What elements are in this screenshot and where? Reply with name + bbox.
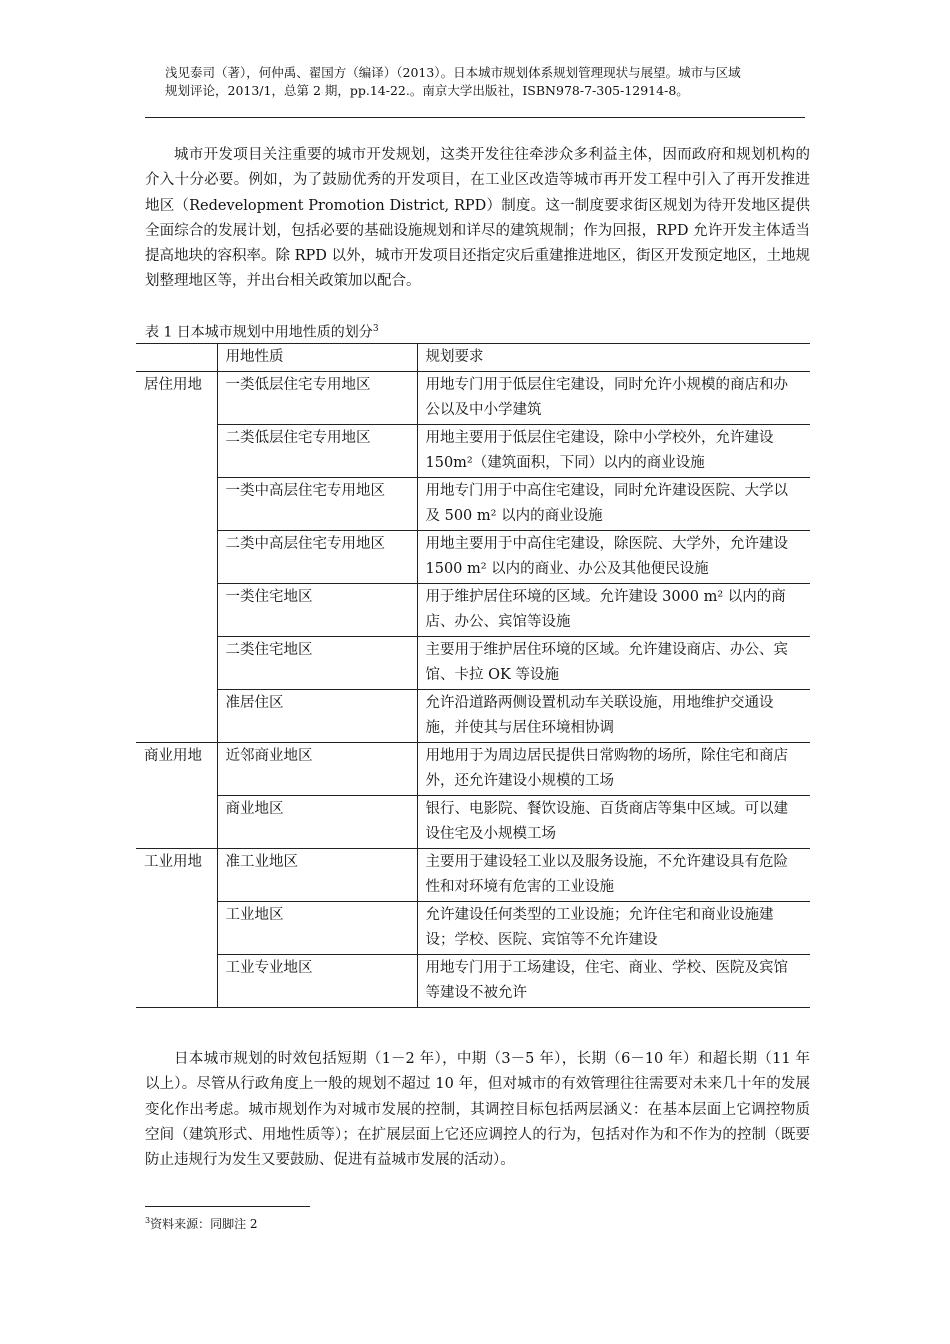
category-cell: 居住用地 <box>144 377 202 393</box>
requirement-cell: 用于维护居住环境的区域。允许建设 3000 m² 以内的商店、办公、宾馆等设施 <box>417 584 810 637</box>
group-commercial <box>136 743 810 849</box>
footnote-text: 资料来源：同脚注 2 <box>150 1217 258 1231</box>
table-caption <box>145 319 379 343</box>
land-use-type-cell: 工业地区 <box>217 902 417 955</box>
table-row <box>136 690 810 743</box>
table-row <box>136 637 810 690</box>
requirement-cell: 用地专门用于中高住宅建设，同时允许建设医院、大学以及 500 m² 以内的商业设施 <box>417 478 810 531</box>
land-use-type-cell: 二类住宅地区 <box>217 637 417 690</box>
table-caption-footnote-mark: 3 <box>372 324 379 334</box>
land-use-type-cell: 准工业地区 <box>217 849 417 902</box>
land-use-type-cell: 二类中高层住宅专用地区 <box>217 531 417 584</box>
requirement-cell: 允许建设任何类型的工业设施；允许住宅和商业设施建设；学校、医院、宾馆等不允许建设 <box>417 902 810 955</box>
requirement-cell: 主要用于维护居住环境的区域。允许建设商店、办公、宾馆、卡拉 OK 等设施 <box>417 637 810 690</box>
footnote-divider <box>145 1206 310 1207</box>
body-paragraph-2: 日本城市规划的时效包括短期（1－2 年），中期（3－5 年），长期（6－10 年）和超长期（11 年以上）。尽管从行政角度上一般的规划不超过 10 年，但对城市的有效管理往往需要对未来几十年的发展变化作出考虑。城市规划作为对城市发展的控制，其调控目标包括两层涵义：在基本层面上它调控物质空间（建筑形式、用地性质等）；在扩展层面上它还应调控人的行为，包括对作为和不作为的控制（既要防止违规行为发生又要鼓励、促进有益城市发展的活动）。 <box>145 1051 810 1169</box>
land-use-type-cell: 商业地区 <box>217 796 417 849</box>
table-row <box>136 584 810 637</box>
land-use-type-cell: 二类低层住宅专用地区 <box>217 425 417 478</box>
group-industrial <box>136 849 810 1008</box>
requirement-text: 用地主要用于低层住宅建设，除中小学校外，允许建设 150m²（建筑面积，下同）以内的商业设施 <box>425 430 774 471</box>
table-row <box>136 849 810 902</box>
citation-line-1: 浅见泰司（著），何仲禹、翟国方（编译）（2013）。日本城市规划体系规划管理现状与展望。城市与区域 <box>165 65 741 80</box>
requirement-cell: 允许沿道路两侧设置机动车关联设施，用地维护交通设施，并使其与居住环境相协调 <box>417 690 810 743</box>
table-row <box>136 902 810 955</box>
citation-header <box>165 64 805 100</box>
footnote-mark: 3 <box>145 1216 151 1225</box>
category-cell: 工业用地 <box>144 854 202 870</box>
table-header-row <box>136 344 810 372</box>
body-paragraph-1: 城市开发项目关注重要的城市开发规划，这类开发往往牵涉众多利益主体，因而政府和规划机构的介入十分必要。例如，为了鼓励优秀的开发项目，在工业区改造等城市再开发工程中引入了再开发推进地区（Redevelopment Promotion District, RPD）制度。这一制度要求街区规划为待开发地区提供全面综合的发展计划，包括必要的基础设施规划和详尽的建筑规制；作为回报，RPD 允许开发主体适当提高地块的容积率。除 RPD 以外，城市开发项目还指定灾后重建推进地区，街区开发预定地区，土地规划整理地区等，并出台相关政策加以配合。 <box>145 147 811 290</box>
table-row <box>136 531 810 584</box>
land-use-type-cell: 一类中高层住宅专用地区 <box>217 478 417 531</box>
table-row <box>136 796 810 849</box>
header-cell-category <box>136 344 217 372</box>
table-row <box>136 425 810 478</box>
table-row <box>136 743 810 796</box>
land-use-type-cell: 准居住区 <box>217 690 417 743</box>
requirement-cell: 用地专门用于工场建设，住宅、商业、学校、医院及宾馆等建设不被允许 <box>417 955 810 1008</box>
header-divider <box>145 117 805 118</box>
requirement-cell <box>417 425 810 478</box>
header-cell-requirements: 规划要求 <box>425 349 484 365</box>
table-row <box>136 372 810 425</box>
land-use-type-cell: 一类住宅地区 <box>217 584 417 637</box>
citation-line-2: 规划评论，2013/1，总第 2 期，pp.14-22.。南京大学出版社，ISBN978-7-305-12914-8。 <box>165 83 689 98</box>
land-use-type-cell: 近邻商业地区 <box>217 743 417 796</box>
land-use-type-cell: 一类低层住宅专用地区 <box>217 372 417 425</box>
header-cell-land-use-type: 用地性质 <box>217 344 417 372</box>
land-use-table <box>136 343 810 1008</box>
group-residential <box>136 372 810 743</box>
table-caption-text: 表 1 日本城市规划中用地性质的划分 <box>145 324 373 341</box>
requirement-cell: 主要用于建设轻工业以及服务设施，不允许建设具有危险性和对环境有危害的工业设施 <box>425 854 788 895</box>
table-row <box>136 478 810 531</box>
table-row <box>136 955 810 1008</box>
land-use-type-cell: 工业专业地区 <box>217 955 417 1008</box>
requirement-cell: 用地主要用于中高住宅建设，除医院、大学外，允许建设 1500 m² 以内的商业、办公及其他便民设施 <box>417 531 810 584</box>
footnote <box>145 1213 258 1232</box>
requirement-cell: 用地专门用于低层住宅建设，同时允许小规模的商店和办公以及中小学建筑 <box>425 377 788 418</box>
requirement-cell: 用地用于为周边居民提供日常购物的场所，除住宅和商店外，还允许建设小规模的工场 <box>425 748 788 789</box>
category-cell: 商业用地 <box>144 748 202 764</box>
requirement-cell: 银行、电影院、餐饮设施、百货商店等集中区域。可以建设住宅及小规模工场 <box>417 796 810 849</box>
